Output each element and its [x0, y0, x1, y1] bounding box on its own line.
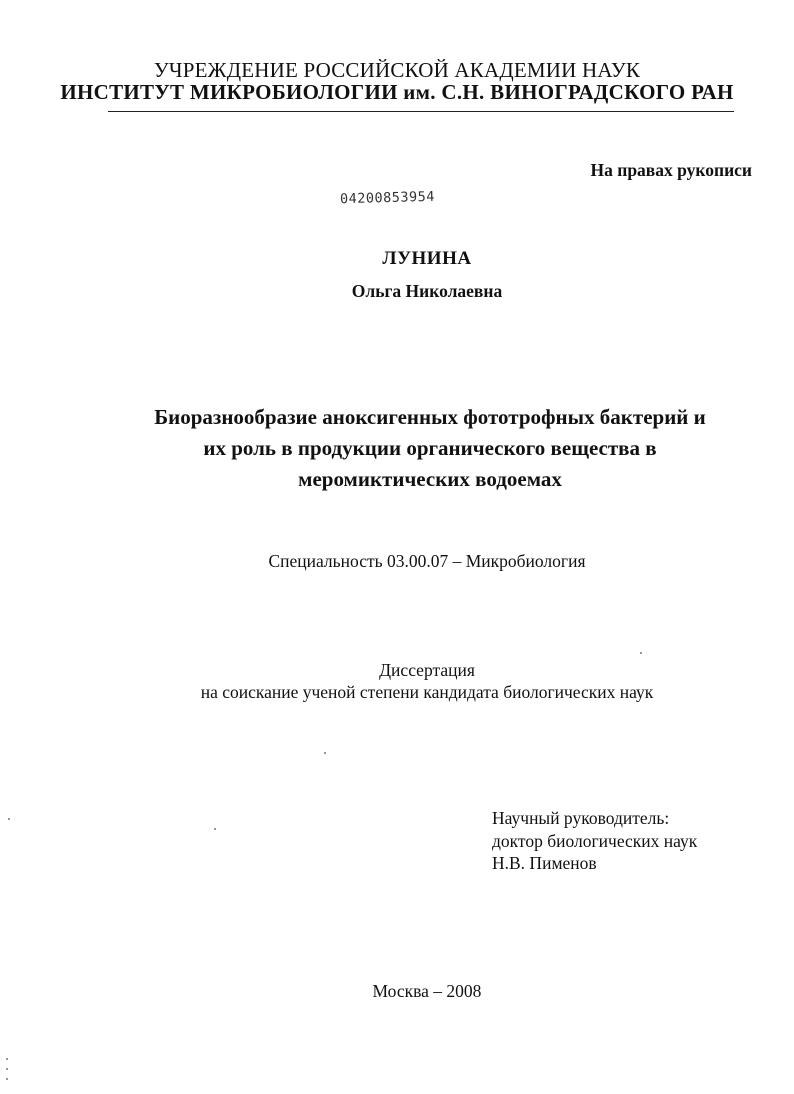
supervisor-degree: доктор биологических наук [492, 830, 698, 851]
scan-speck [324, 752, 326, 754]
author-given-names: Ольга Николаевна [351, 281, 503, 301]
supervisor-name: Н.В. Пименов [492, 853, 597, 873]
scan-speck [214, 828, 216, 830]
title-line: их роль в продукции органического вещества в [203, 436, 657, 460]
title-line: меромиктических водоемах [298, 467, 562, 491]
degree-sought: на соискание ученой степени кандидата биологических наук [200, 682, 654, 702]
header-divider [108, 111, 734, 112]
scan-speck [6, 1058, 8, 1060]
dissertation-label: Диссертация [379, 660, 475, 680]
manuscript-rights-note: На правах рукописи [590, 160, 752, 180]
title-line: Биоразнообразие аноксигенных фототрофных бактерий и [154, 405, 706, 429]
author-surname: ЛУНИНА [382, 248, 472, 269]
scan-speck [8, 818, 10, 820]
dissertation-title [100, 402, 760, 495]
specialty: Специальность 03.00.07 – Микробиология [268, 551, 586, 571]
library-stamp-number: 04200853954 [339, 188, 436, 208]
place-and-year: Москва – 2008 [372, 981, 482, 1001]
scan-speck [6, 1078, 8, 1080]
institution-name-line2: ИНСТИТУТ МИКРОБИОЛОГИИ им. С.Н. ВИНОГРАДСКОГО РАН [60, 80, 734, 104]
institution-name-line1: УЧРЕЖДЕНИЕ РОССИЙСКОЙ АКАДЕМИИ НАУК [153, 58, 641, 82]
supervisor-label: Научный руководитель: [492, 808, 670, 828]
scan-speck [640, 652, 642, 654]
scan-speck [6, 1068, 8, 1070]
supervisor-block [492, 807, 697, 875]
